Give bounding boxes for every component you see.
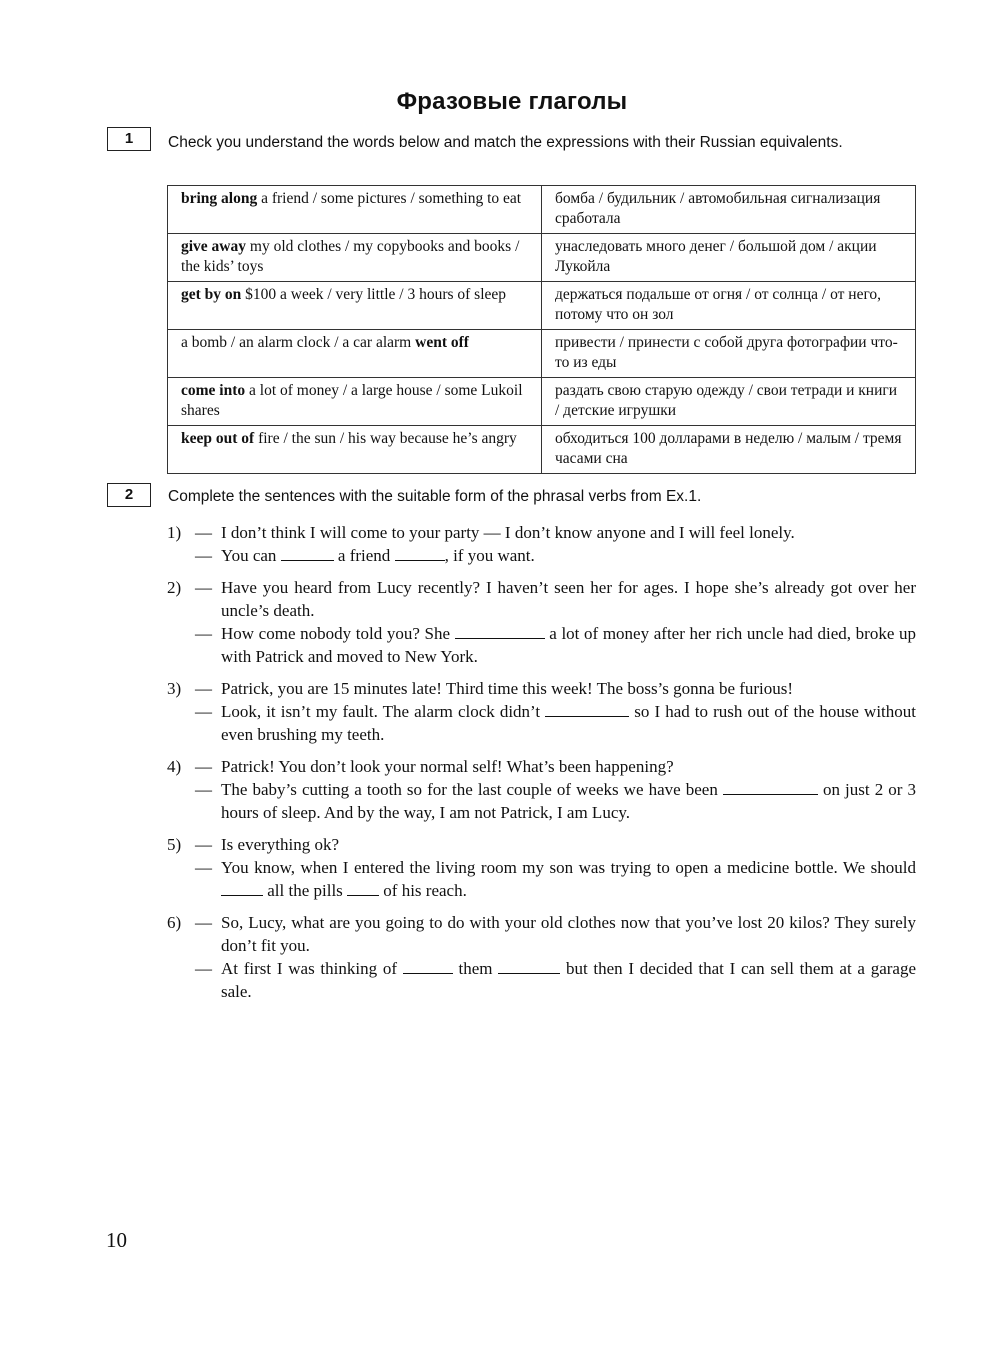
dialogue-dash: — [195,523,212,542]
answer-blank[interactable] [281,544,334,561]
table-row [168,186,916,234]
russian-equivalent: бомба / будильник / автомобильная сигнализация сработала [542,186,916,234]
russian-equivalent: держаться подальше от огня / от солнца / от него, потому что он зол [542,282,916,330]
russian-equivalent: раздать свою старую одежду / свои тетради и книги / детские игрушки [542,378,916,426]
dialogue-line: I don’t think I will come to your party — I don’t know anyone and I will feel lonely. [221,523,795,542]
dialogue-line: Patrick! You don’t look your normal self! What’s been happening? [221,757,674,776]
dialogue-line: Have you heard from Lucy recently? I haven’t seen her for ages. I hope she’s already got over her uncle’s death. [221,578,916,620]
exercise-1-instruction: Check you understand the words below and match the expressions with their Russian equivalents. [168,134,843,151]
dialogue-dash: — [195,959,212,978]
exercise-2-number: 2 [107,483,151,507]
item-number: 3) [167,679,182,698]
russian-equivalent: унаследовать много денег / большой дом / акции Лукойла [542,234,916,282]
dialogue-dash: — [195,546,212,565]
answer-blank[interactable] [455,622,545,639]
item-number: 5) [167,835,182,854]
list-item [167,576,916,668]
page-title: Фразовые глаголы [396,88,628,115]
list-item [167,521,916,567]
table-row [168,282,916,330]
dialogue-line: Is everything ok? [221,835,340,854]
dialogue-line: You know, when I entered the living room my son was trying to open a medicine bottle. We should all the pills of his reach. [221,858,916,900]
list-item [167,833,916,902]
russian-equivalent: обходиться 100 долларами в неделю / малым / тремя часами сна [542,426,916,474]
list-item [167,677,916,746]
answer-blank[interactable] [221,879,263,896]
english-expression: get by on $100 a week / very little / 3 hours of sleep [168,282,542,330]
english-expression: come into a lot of money / a large house / some Lukoil shares [168,378,542,426]
sentence-list [167,521,916,1012]
table-row [168,234,916,282]
answer-blank[interactable] [545,700,629,717]
dialogue-dash: — [195,780,212,799]
table-row [168,330,916,378]
answer-blank[interactable] [723,778,818,795]
dialogue-line: At first I was thinking of them but then I decided that I can sell them at a garage sale. [221,959,916,1001]
dialogue-dash: — [195,858,212,877]
list-item [167,911,916,1003]
dialogue-dash: — [195,702,212,721]
answer-blank[interactable] [395,544,445,561]
answer-blank[interactable] [403,957,453,974]
answer-blank[interactable] [347,879,379,896]
item-number: 6) [167,913,182,932]
answer-blank[interactable] [498,957,560,974]
exercise-2-instruction: Complete the sentences with the suitable form of the phrasal verbs from Ex.1. [168,488,702,505]
dialogue-dash: — [195,679,212,698]
dialogue-dash: — [195,578,212,597]
list-item [167,755,916,824]
table-row [168,426,916,474]
english-expression: bring along a friend / some pictures / something to eat [168,186,542,234]
exercise-1-number: 1 [107,127,151,151]
dialogue-line: The baby’s cutting a tooth so for the last couple of weeks we have been on just 2 or 3 hours of sleep. And by the way, I am not Patrick, I am Lucy. [221,780,916,822]
dialogue-line: Look, it isn’t my fault. The alarm clock didn’t so I had to rush out of the house without even brushing my teeth. [221,702,916,744]
item-number: 4) [167,757,182,776]
dialogue-line: You can a friend , if you want. [221,546,535,565]
item-number: 2) [167,578,182,597]
table-row [168,378,916,426]
dialogue-dash: — [195,757,212,776]
english-expression: a bomb / an alarm clock / a car alarm went off [168,330,542,378]
page-number: 10 [106,1228,127,1252]
dialogue-dash: — [195,913,212,932]
english-expression: keep out of fire / the sun / his way because he’s angry [168,426,542,474]
dialogue-dash: — [195,835,212,854]
item-number: 1) [167,523,182,542]
dialogue-line: Patrick, you are 15 minutes late! Third time this week! The boss’s gonna be furious! [221,679,794,698]
matching-table [167,185,916,474]
dialogue-dash: — [195,624,212,643]
dialogue-line: How come nobody told you? She a lot of money after her rich uncle had died, broke up with Patrick and moved to New York. [221,624,917,666]
english-expression: give away my old clothes / my copybooks and books / the kids’ toys [168,234,542,282]
russian-equivalent: привести / принести с собой друга фотографии что-то из еды [542,330,916,378]
dialogue-line: So, Lucy, what are you going to do with your old clothes now that you’ve lost 20 kilos? They surely don’t fit you. [221,913,916,955]
